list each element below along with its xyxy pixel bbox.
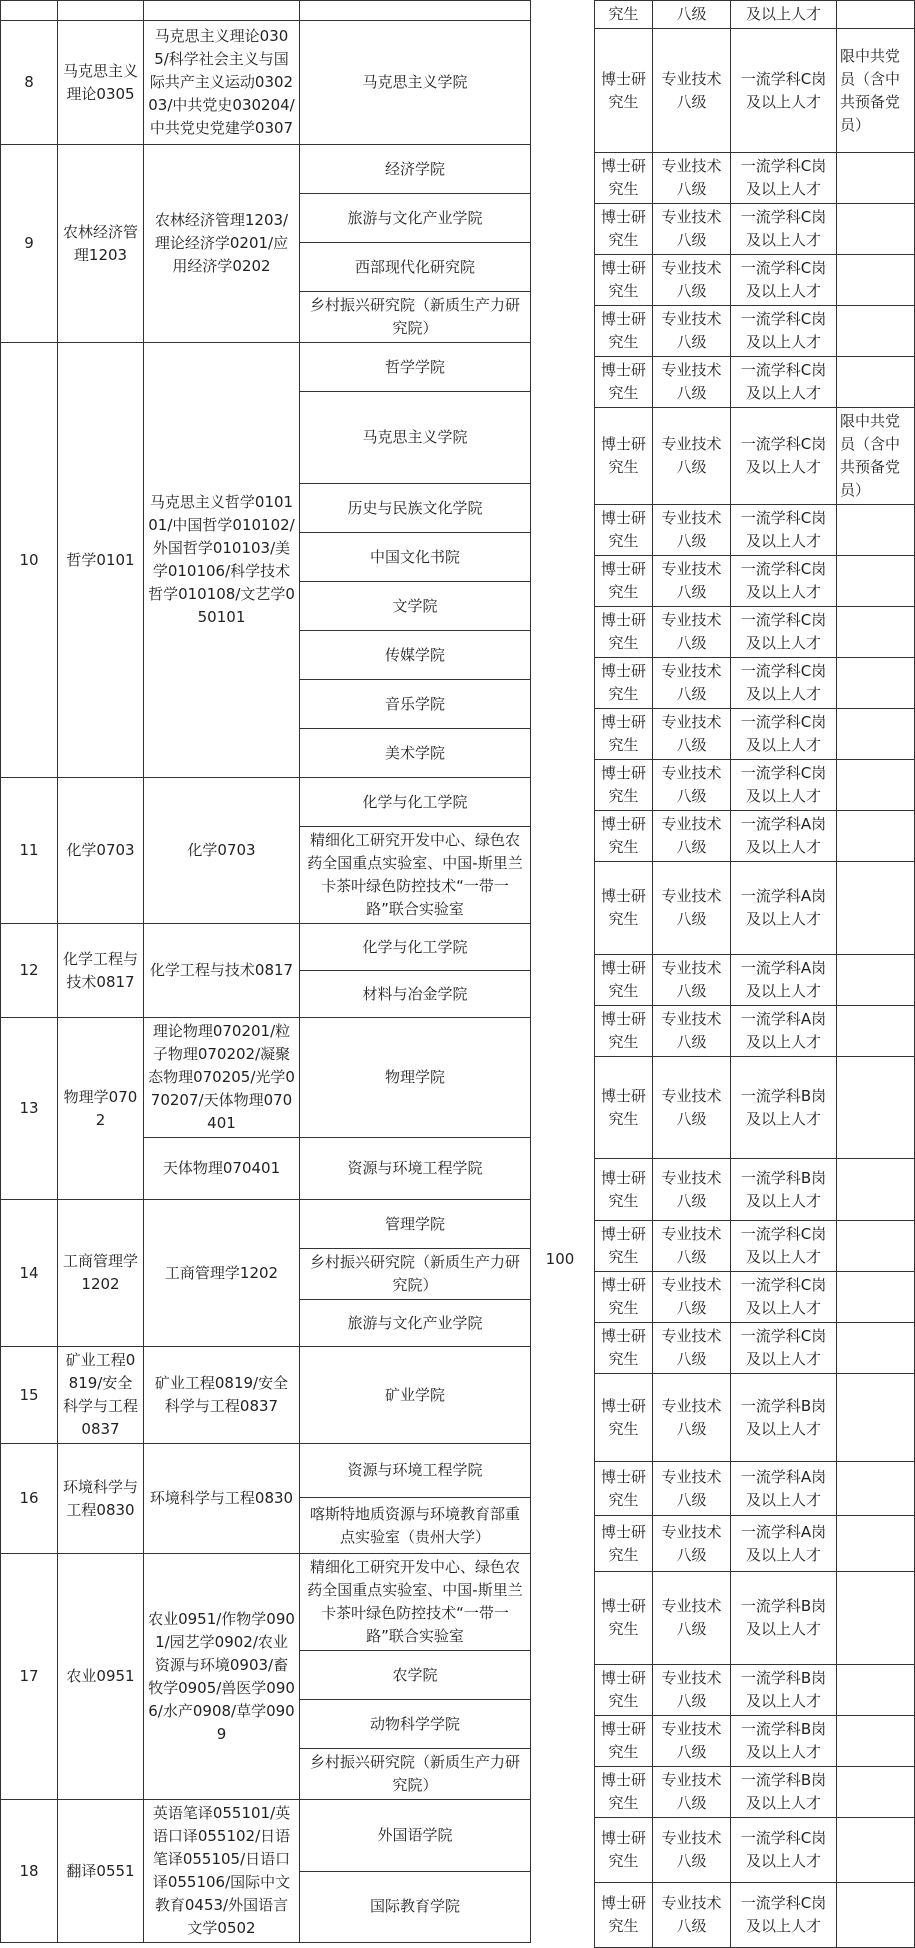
discipline-cell: 化学0703 bbox=[58, 778, 144, 924]
right-table bbox=[594, 0, 915, 1948]
note-cell bbox=[837, 153, 915, 204]
table-row bbox=[1, 145, 531, 194]
discipline-cell: 农业0951 bbox=[58, 1554, 144, 1800]
table-row bbox=[595, 408, 915, 505]
college-cell: 历史与民族文化学院 bbox=[300, 484, 531, 533]
level-cell: 专业技术八级 bbox=[653, 204, 731, 255]
subdiscipline-cell: 英语笔译055101/英语口译055102/日语笔译055105/日语口译055106/国际中文教育0453/外国语言文学0502 bbox=[144, 1800, 300, 1943]
level-cell: 专业技术八级 bbox=[653, 255, 731, 306]
table-row bbox=[595, 955, 915, 1006]
table-row bbox=[595, 658, 915, 709]
note-cell bbox=[837, 357, 915, 408]
edu-cell: 博士研究生 bbox=[595, 1767, 653, 1818]
row-number: 11 bbox=[1, 778, 58, 924]
post-cell: 一流学科C岗及以上人才 bbox=[731, 357, 837, 408]
college-cell: 文学院 bbox=[300, 582, 531, 631]
college-cell: 乡村振兴研究院（新质生产力研究院） bbox=[300, 1249, 531, 1300]
level-cell: 专业技术八级 bbox=[653, 607, 731, 658]
level-cell: 专业技术八级 bbox=[653, 709, 731, 760]
college-cell: 中国文化书院 bbox=[300, 533, 531, 582]
college-cell: 马克思主义学院 bbox=[300, 21, 531, 145]
table-row bbox=[595, 505, 915, 556]
note-cell bbox=[837, 1716, 915, 1767]
post-cell: 一流学科B岗及以上人才 bbox=[731, 1572, 837, 1665]
college-cell: 外国语学院 bbox=[300, 1800, 531, 1872]
table-row bbox=[1, 1018, 531, 1138]
post-cell: 及以上人才 bbox=[731, 1, 837, 29]
note-cell bbox=[837, 1272, 915, 1323]
subdiscipline-cell: 工商管理学1202 bbox=[144, 1200, 300, 1347]
edu-cell: 博士研究生 bbox=[595, 153, 653, 204]
discipline-cell: 矿业工程0819/安全科学与工程0837 bbox=[58, 1347, 144, 1444]
college-cell: 乡村振兴研究院（新质生产力研究院） bbox=[300, 292, 531, 343]
level-cell: 专业技术八级 bbox=[653, 760, 731, 811]
college-cell: 旅游与文化产业学院 bbox=[300, 194, 531, 243]
post-cell: 一流学科B岗及以上人才 bbox=[731, 1057, 837, 1159]
note-cell: 限中共党员（含中共预备党员） bbox=[837, 29, 915, 153]
subdiscipline-cell: 环境科学与工程0830 bbox=[144, 1444, 300, 1554]
college-cell: 精细化工研究开发中心、绿色农药全国重点实验室、中国-斯里兰卡茶叶绿色防控技术“一带一路”联合实验室 bbox=[300, 827, 531, 924]
table-row bbox=[595, 204, 915, 255]
college-cell: 旅游与文化产业学院 bbox=[300, 1300, 531, 1347]
college-cell: 传媒学院 bbox=[300, 631, 531, 680]
discipline-cell: 农林经济管理1203 bbox=[58, 145, 144, 343]
subdiscipline-cell: 理论物理070201/粒子物理070202/凝聚态物理070205/光学070207/天体物理070401 bbox=[144, 1018, 300, 1138]
row-number: 13 bbox=[1, 1018, 58, 1200]
edu-cell: 博士研究生 bbox=[595, 255, 653, 306]
note-cell bbox=[837, 556, 915, 607]
post-cell: 一流学科C岗及以上人才 bbox=[731, 204, 837, 255]
college-cell: 西部现代化研究院 bbox=[300, 243, 531, 292]
edu-cell: 博士研究生 bbox=[595, 29, 653, 153]
college-cell: 材料与冶金学院 bbox=[300, 971, 531, 1018]
post-cell: 一流学科C岗及以上人才 bbox=[731, 1323, 837, 1374]
college-cell: 哲学学院 bbox=[300, 343, 531, 392]
level-cell: 专业技术八级 bbox=[653, 955, 731, 1006]
edu-cell: 博士研究生 bbox=[595, 505, 653, 556]
edu-cell: 博士研究生 bbox=[595, 955, 653, 1006]
note-cell bbox=[837, 1374, 915, 1462]
level-cell: 专业技术八级 bbox=[653, 306, 731, 357]
edu-cell: 博士研究生 bbox=[595, 658, 653, 709]
table-row bbox=[1, 343, 531, 392]
note-cell bbox=[837, 1221, 915, 1272]
table-row bbox=[595, 1767, 915, 1818]
row-number: 12 bbox=[1, 924, 58, 1018]
note-cell bbox=[837, 1057, 915, 1159]
post-cell: 一流学科A岗及以上人才 bbox=[731, 1006, 837, 1057]
edu-cell: 博士研究生 bbox=[595, 357, 653, 408]
note-cell bbox=[837, 306, 915, 357]
post-cell: 一流学科C岗及以上人才 bbox=[731, 760, 837, 811]
level-cell: 专业技术八级 bbox=[653, 1572, 731, 1665]
edu-cell: 博士研究生 bbox=[595, 1221, 653, 1272]
table-row bbox=[1, 1444, 531, 1498]
table-row bbox=[595, 1462, 915, 1516]
college-cell: 农学院 bbox=[300, 1651, 531, 1700]
level-cell: 专业技术八级 bbox=[653, 1818, 731, 1883]
post-cell: 一流学科A岗及以上人才 bbox=[731, 811, 837, 862]
table-row bbox=[595, 1006, 915, 1057]
discipline-cell: 马克思主义理论0305 bbox=[58, 21, 144, 145]
college-cell: 精细化工研究开发中心、绿色农药全国重点实验室、中国-斯里兰卡茶叶绿色防控技术“一带一路”联合实验室 bbox=[300, 1554, 531, 1651]
edu-cell: 博士研究生 bbox=[595, 1006, 653, 1057]
level-cell: 专业技术八级 bbox=[653, 556, 731, 607]
table-row bbox=[1, 1554, 531, 1651]
post-cell: 一流学科C岗及以上人才 bbox=[731, 607, 837, 658]
edu-cell: 博士研究生 bbox=[595, 709, 653, 760]
level-cell: 专业技术八级 bbox=[653, 29, 731, 153]
college-cell: 乡村振兴研究院（新质生产力研究院） bbox=[300, 1749, 531, 1800]
row-number: 9 bbox=[1, 145, 58, 343]
row-number: 14 bbox=[1, 1200, 58, 1347]
table-row bbox=[595, 1272, 915, 1323]
note-cell bbox=[837, 1665, 915, 1716]
post-cell: 一流学科C岗及以上人才 bbox=[731, 709, 837, 760]
note-cell bbox=[837, 1323, 915, 1374]
college-cell: 物理学院 bbox=[300, 1018, 531, 1138]
edu-cell: 博士研究生 bbox=[595, 1883, 653, 1948]
level-cell: 专业技术八级 bbox=[653, 1516, 731, 1572]
table-row bbox=[1, 1347, 531, 1444]
level-cell: 八级 bbox=[653, 1, 731, 29]
level-cell: 专业技术八级 bbox=[653, 1159, 731, 1221]
note-cell bbox=[837, 1159, 915, 1221]
post-cell: 一流学科A岗及以上人才 bbox=[731, 1462, 837, 1516]
table-row bbox=[595, 357, 915, 408]
discipline-cell: 环境科学与工程0830 bbox=[58, 1444, 144, 1554]
table-cell-partial bbox=[144, 1, 300, 21]
subdiscipline-cell: 马克思主义哲学010101/中国哲学010102/外国哲学010103/美学010106/科学技术哲学010108/文艺学050101 bbox=[144, 343, 300, 778]
note-cell bbox=[837, 505, 915, 556]
college-cell: 资源与环境工程学院 bbox=[300, 1444, 531, 1498]
table-row bbox=[1, 924, 531, 971]
edu-cell: 博士研究生 bbox=[595, 1272, 653, 1323]
post-cell: 一流学科C岗及以上人才 bbox=[731, 556, 837, 607]
table-row bbox=[595, 556, 915, 607]
table-row bbox=[595, 709, 915, 760]
note-cell bbox=[837, 955, 915, 1006]
post-cell: 一流学科C岗及以上人才 bbox=[731, 658, 837, 709]
edu-cell: 博士研究生 bbox=[595, 862, 653, 955]
table-row bbox=[1, 1800, 531, 1872]
note-cell bbox=[837, 811, 915, 862]
table-row bbox=[595, 760, 915, 811]
post-cell: 一流学科C岗及以上人才 bbox=[731, 255, 837, 306]
level-cell: 专业技术八级 bbox=[653, 1665, 731, 1716]
note-cell bbox=[837, 1767, 915, 1818]
table-row bbox=[595, 811, 915, 862]
college-cell: 化学与化工学院 bbox=[300, 778, 531, 827]
table-row bbox=[595, 1323, 915, 1374]
table-row bbox=[595, 255, 915, 306]
level-cell: 专业技术八级 bbox=[653, 1716, 731, 1767]
post-cell: 一流学科C岗及以上人才 bbox=[731, 1221, 837, 1272]
college-cell: 管理学院 bbox=[300, 1200, 531, 1249]
row-number: 10 bbox=[1, 343, 58, 778]
table-row bbox=[595, 1374, 915, 1462]
note-cell bbox=[837, 1, 915, 29]
level-cell: 专业技术八级 bbox=[653, 357, 731, 408]
post-cell: 一流学科C岗及以上人才 bbox=[731, 306, 837, 357]
edu-cell: 博士研究生 bbox=[595, 1057, 653, 1159]
level-cell: 专业技术八级 bbox=[653, 1272, 731, 1323]
edu-cell: 博士研究生 bbox=[595, 811, 653, 862]
table-row bbox=[595, 153, 915, 204]
discipline-cell: 哲学0101 bbox=[58, 343, 144, 778]
note-cell: 限中共党员（含中共预备党员） bbox=[837, 408, 915, 505]
college-cell: 经济学院 bbox=[300, 145, 531, 194]
table-row bbox=[595, 607, 915, 658]
subdiscipline-cell: 农业0951/作物学0901/园艺学0902/农业资源与环境0903/畜牧学0905/兽医学0906/水产0908/草学0909 bbox=[144, 1554, 300, 1800]
table-row bbox=[1, 21, 531, 145]
college-cell: 马克思主义学院 bbox=[300, 392, 531, 484]
college-cell: 矿业学院 bbox=[300, 1347, 531, 1444]
note-cell bbox=[837, 204, 915, 255]
subdiscipline-cell: 化学工程与技术0817 bbox=[144, 924, 300, 1018]
edu-cell: 博士研究生 bbox=[595, 760, 653, 811]
post-cell: 一流学科A岗及以上人才 bbox=[731, 955, 837, 1006]
level-cell: 专业技术八级 bbox=[653, 505, 731, 556]
note-cell bbox=[837, 1006, 915, 1057]
post-cell: 一流学科C岗及以上人才 bbox=[731, 505, 837, 556]
post-cell: 一流学科A岗及以上人才 bbox=[731, 1516, 837, 1572]
subdiscipline-cell: 天体物理070401 bbox=[144, 1138, 300, 1200]
level-cell: 专业技术八级 bbox=[653, 811, 731, 862]
note-cell bbox=[837, 255, 915, 306]
college-cell: 国际教育学院 bbox=[300, 1871, 531, 1943]
note-cell bbox=[837, 760, 915, 811]
college-cell: 化学与化工学院 bbox=[300, 924, 531, 971]
edu-cell: 博士研究生 bbox=[595, 306, 653, 357]
college-cell: 喀斯特地质资源与环境教育部重点实验室（贵州大学） bbox=[300, 1498, 531, 1554]
discipline-cell: 工商管理学1202 bbox=[58, 1200, 144, 1347]
row-number: 17 bbox=[1, 1554, 58, 1800]
table-row bbox=[595, 1159, 915, 1221]
table-row bbox=[595, 1057, 915, 1159]
college-cell: 动物科学学院 bbox=[300, 1700, 531, 1749]
note-cell bbox=[837, 709, 915, 760]
post-cell: 一流学科C岗及以上人才 bbox=[731, 153, 837, 204]
level-cell: 专业技术八级 bbox=[653, 658, 731, 709]
level-cell: 专业技术八级 bbox=[653, 1374, 731, 1462]
table-row bbox=[595, 1516, 915, 1572]
level-cell: 专业技术八级 bbox=[653, 1006, 731, 1057]
discipline-cell: 物理学0702 bbox=[58, 1018, 144, 1200]
table-row bbox=[595, 1883, 915, 1948]
edu-cell: 博士研究生 bbox=[595, 1323, 653, 1374]
edu-cell: 博士研究生 bbox=[595, 1159, 653, 1221]
note-cell bbox=[837, 658, 915, 709]
table-cell-partial bbox=[1, 1, 58, 21]
post-cell: 一流学科C岗及以上人才 bbox=[731, 1272, 837, 1323]
table-row bbox=[595, 1572, 915, 1665]
level-cell: 专业技术八级 bbox=[653, 1057, 731, 1159]
post-cell: 一流学科B岗及以上人才 bbox=[731, 1767, 837, 1818]
note-cell bbox=[837, 1572, 915, 1665]
table-row bbox=[595, 1665, 915, 1716]
edu-cell: 博士研究生 bbox=[595, 1818, 653, 1883]
table-row bbox=[595, 1716, 915, 1767]
post-cell: 一流学科B岗及以上人才 bbox=[731, 1159, 837, 1221]
row-number: 8 bbox=[1, 21, 58, 145]
post-cell: 一流学科C岗及以上人才 bbox=[731, 1883, 837, 1948]
subdiscipline-cell: 农林经济管理1203/理论经济学0201/应用经济学0202 bbox=[144, 145, 300, 343]
note-cell bbox=[837, 1516, 915, 1572]
level-cell: 专业技术八级 bbox=[653, 1323, 731, 1374]
table-row bbox=[595, 1221, 915, 1272]
level-cell: 专业技术八级 bbox=[653, 862, 731, 955]
level-cell: 专业技术八级 bbox=[653, 153, 731, 204]
discipline-cell: 化学工程与技术0817 bbox=[58, 924, 144, 1018]
post-cell: 一流学科A岗及以上人才 bbox=[731, 862, 837, 955]
edu-cell: 博士研究生 bbox=[595, 204, 653, 255]
table-row bbox=[595, 862, 915, 955]
edu-cell: 究生 bbox=[595, 1, 653, 29]
subdiscipline-cell: 化学0703 bbox=[144, 778, 300, 924]
level-cell: 专业技术八级 bbox=[653, 1462, 731, 1516]
table-row bbox=[595, 306, 915, 357]
discipline-cell: 翻译0551 bbox=[58, 1800, 144, 1943]
table-row bbox=[1, 778, 531, 827]
edu-cell: 博士研究生 bbox=[595, 556, 653, 607]
row-number: 15 bbox=[1, 1347, 58, 1444]
post-cell: 一流学科B岗及以上人才 bbox=[731, 1665, 837, 1716]
edu-cell: 博士研究生 bbox=[595, 408, 653, 505]
college-cell: 资源与环境工程学院 bbox=[300, 1138, 531, 1200]
row-number: 18 bbox=[1, 1800, 58, 1943]
table-cell-partial bbox=[58, 1, 144, 21]
row-number: 16 bbox=[1, 1444, 58, 1554]
table-row bbox=[1, 1200, 531, 1249]
edu-cell: 博士研究生 bbox=[595, 1665, 653, 1716]
table-row bbox=[595, 29, 915, 153]
edu-cell: 博士研究生 bbox=[595, 1374, 653, 1462]
edu-cell: 博士研究生 bbox=[595, 1462, 653, 1516]
edu-cell: 博士研究生 bbox=[595, 1716, 653, 1767]
post-cell: 一流学科C岗及以上人才 bbox=[731, 29, 837, 153]
note-cell bbox=[837, 1883, 915, 1948]
table-cell-partial bbox=[300, 1, 531, 21]
table-row bbox=[595, 1818, 915, 1883]
post-cell: 一流学科C岗及以上人才 bbox=[731, 1818, 837, 1883]
note-cell bbox=[837, 862, 915, 955]
post-cell: 一流学科C岗及以上人才 bbox=[731, 408, 837, 505]
post-cell: 一流学科B岗及以上人才 bbox=[731, 1716, 837, 1767]
college-cell: 美术学院 bbox=[300, 729, 531, 778]
note-cell bbox=[837, 1818, 915, 1883]
edu-cell: 博士研究生 bbox=[595, 1572, 653, 1665]
note-cell bbox=[837, 607, 915, 658]
level-cell: 专业技术八级 bbox=[653, 1767, 731, 1818]
post-cell: 一流学科B岗及以上人才 bbox=[731, 1374, 837, 1462]
level-cell: 专业技术八级 bbox=[653, 408, 731, 505]
college-cell: 音乐学院 bbox=[300, 680, 531, 729]
subdiscipline-cell: 矿业工程0819/安全科学与工程0837 bbox=[144, 1347, 300, 1444]
edu-cell: 博士研究生 bbox=[595, 607, 653, 658]
edu-cell: 博士研究生 bbox=[595, 1516, 653, 1572]
level-cell: 专业技术八级 bbox=[653, 1221, 731, 1272]
note-cell bbox=[837, 1462, 915, 1516]
subdiscipline-cell: 马克思主义理论0305/科学社会主义与国际共产主义运动030203/中共党史030204/中共党史党建学0307 bbox=[144, 21, 300, 145]
quota-count: 100 bbox=[545, 1250, 575, 1268]
level-cell: 专业技术八级 bbox=[653, 1883, 731, 1948]
